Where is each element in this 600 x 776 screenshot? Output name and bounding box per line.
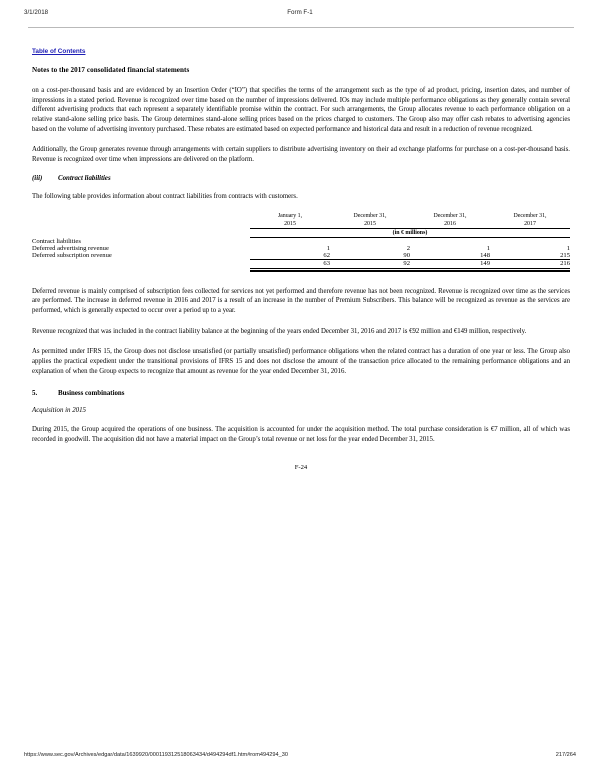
table-header-col-2 bbox=[410, 213, 490, 229]
table-header-blank bbox=[32, 213, 250, 229]
print-date: 3/1/2018 bbox=[24, 9, 49, 16]
table-of-contents-link[interactable]: Table of Contents bbox=[32, 48, 86, 55]
table-section-label-spacer-2 bbox=[410, 238, 490, 245]
table-header-col-3 bbox=[490, 213, 570, 229]
subsection-heading-contract-liabilities bbox=[32, 175, 570, 182]
total-value-3: 216 bbox=[490, 259, 570, 269]
table-units-note: (in € millions) bbox=[250, 229, 570, 238]
section-number: 5. bbox=[32, 390, 38, 398]
section-heading-business-combinations bbox=[32, 390, 570, 397]
table-row bbox=[32, 252, 570, 260]
row-0-value-1: 2 bbox=[406, 244, 410, 252]
print-document-title: Form F-1 bbox=[287, 9, 313, 16]
document-content bbox=[32, 40, 570, 471]
table-header-col-1-line1: December 31, bbox=[353, 213, 387, 220]
row-1-value-2: 148 bbox=[410, 252, 490, 260]
header-divider bbox=[28, 27, 574, 28]
browser-print-header bbox=[0, 9, 600, 23]
paragraph-ifrs15: As permitted under IFRS 15, the Group does not disclose unsatisfied (or partially unsatisfied) performance obligations when the related contract has a duration of one year or less. The Group also applies the practical expedient under the transitional provisions of IFRS 15 and does not disclose the amount of the transaction price allocated to the remaining performance obligations and an explanation of when the Group expects to recognize that amount as revenue for the year ended December 31, 2016. bbox=[32, 348, 570, 375]
table-section-label-row bbox=[32, 238, 570, 245]
table-total-row bbox=[32, 259, 570, 269]
row-label-deferred-subscription-revenue: Deferred subscription revenue bbox=[32, 252, 112, 260]
total-row-label bbox=[32, 259, 250, 269]
page-indicator: 217/264 bbox=[555, 752, 576, 758]
row-1-value-3: 215 bbox=[490, 252, 570, 260]
total-value-0: 63 bbox=[250, 259, 330, 269]
section-heading-text: Business combinations bbox=[58, 390, 125, 398]
row-0-value-3: 1 bbox=[566, 244, 570, 252]
source-url: https://www.sec.gov/Archives/edgar/data/1639920/000119312518063434/d494294df1.htm#rom494294_30 bbox=[24, 752, 288, 758]
total-value-1: 92 bbox=[330, 259, 410, 269]
row-label-deferred-advertising-revenue: Deferred advertising revenue bbox=[32, 244, 109, 252]
page-folio: F-24 bbox=[294, 464, 308, 472]
table-section-label: Contract liabilities bbox=[32, 237, 81, 245]
table-header-col-0-line2: 2015 bbox=[284, 220, 296, 227]
subsection-heading-acquisition-2015: Acquisition in 2015 bbox=[32, 407, 86, 415]
browser-print-footer bbox=[0, 752, 600, 764]
paragraph-table-intro: The following table provides information about contract liabilities from contracts with customers. bbox=[32, 193, 298, 201]
table-header-col-2-line2: 2016 bbox=[444, 220, 456, 227]
paragraph-revenue-recognized: Revenue recognized that was included in the contract liability balance at the beginning of the years ended December 31, 2016 and 2017 is €92 million and €149 million, respectively. bbox=[32, 327, 527, 335]
table-header-row bbox=[32, 213, 570, 229]
table-row bbox=[32, 245, 570, 252]
table-units-blank bbox=[32, 229, 250, 238]
table-header-col-3-line1: December 31, bbox=[513, 213, 547, 220]
table-section-label-spacer-1 bbox=[330, 238, 410, 245]
table-header-col-3-line2: 2017 bbox=[524, 220, 536, 227]
page-title: Notes to the 2017 consolidated financial statements bbox=[32, 66, 190, 74]
row-1-value-1: 90 bbox=[330, 252, 410, 260]
table-section-label-spacer-0 bbox=[250, 238, 330, 245]
table-section-label-spacer-3 bbox=[490, 238, 570, 245]
row-0-value-2: 1 bbox=[486, 244, 490, 252]
table-header-col-1 bbox=[330, 213, 410, 229]
table-header-col-2-line1: December 31, bbox=[433, 213, 467, 220]
subsection-numeral: (iii) bbox=[32, 175, 43, 183]
row-0-value-0: 1 bbox=[326, 244, 330, 252]
total-value-2: 149 bbox=[410, 259, 490, 269]
table-header-col-0-line1: January 1, bbox=[277, 213, 303, 220]
paragraph-deferred-revenue: Deferred revenue is mainly comprised of subscription fees collected for services not yet performed and therefore revenue has not been recognized. Revenue is recognized over time as the services are performed. The increase in deferred revenue in 2016 and 2017 is a result of an increase in the number of Premium Subscribers. This balance will be recognized as revenue as the services are performed, which is generally expected to occur over a period up to a year. bbox=[32, 287, 570, 314]
paragraph-acquisition-2015: During 2015, the Group acquired the operations of one business. The acquisition is accounted for under the acquisition method. The total purchase consideration is €7 million, all of which was recorded in goodwill. The acquisition did not have a material impact on the Group’s total revenue or net loss for the year ended December 31, 2015. bbox=[32, 426, 570, 443]
contract-liabilities-table bbox=[32, 213, 570, 271]
table-units-row bbox=[32, 229, 570, 238]
paragraph-revenue-io: on a cost-per-thousand basis and are evidenced by an Insertion Order (“IO”) that specifies the terms of the arrangement such as the type of ad product, pricing, insertion dates, and number of impressions in a stated period. Revenue is recognized over time based on the number of impressions delivered. IOs may include multiple performance obligations as they generally contain several different advertising products that each represent a separately identifiable promise within the contract. For such arrangements, the Group allocates revenue to each performance obligation on a relative stand-alone selling price basis. The Group determines stand-alone selling prices based on the prices charged to customers. The Group also may offer cash rebates to advertising agencies based on the volume of advertising inventory purchased. These rebates are estimated based on expected performance and historical data and result in a reduction of revenue recognized. bbox=[32, 87, 570, 133]
table-header-col-1-line2: 2015 bbox=[364, 220, 376, 227]
table-header-col-0 bbox=[250, 213, 330, 229]
row-1-value-0: 62 bbox=[250, 252, 330, 260]
subsection-heading-text: Contract liabilities bbox=[58, 175, 111, 183]
paragraph-ad-exchange: Additionally, the Group generates revenue through arrangements with certain suppliers to distribute advertising inventory on their ad exchange platforms for purchase on a cost-per-thousand basis. Revenue is recognized over time when impressions are delivered on the platform. bbox=[32, 146, 570, 163]
